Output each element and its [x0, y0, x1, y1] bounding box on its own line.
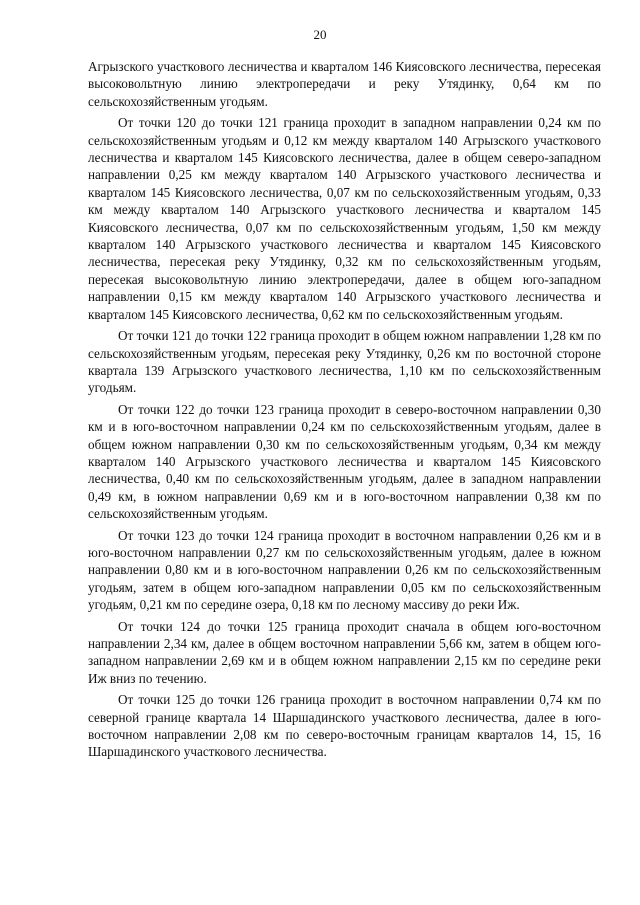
paragraph-point-124-125: От точки 124 до точки 125 граница проходит сначала в общем юго-восточном направлении 2,34 км, далее в общем восточном направлении 5,66 км, затем в общем юго-западном направлении 2,69 км и в общем южном направлении 2,15 км по середине реки Иж вниз по течению. — [88, 618, 601, 686]
paragraph-point-123-124: От точки 123 до точки 124 граница проходит в восточном направлении 0,26 км и в юго-восточном направлении 0,27 км по сельскохозяйственным угодьям, далее в южном направлении 0,80 км и в юго-восточном направлении 0,26 км по сельскохозяйственным угодьям, затем в общем юго-западном направлении 0,05 км по сельскохозяйственным угодьям, 0,21 км по середине озера, 0,18 км по лесному массиву до реки Иж. — [88, 527, 601, 613]
document-body — [88, 58, 601, 761]
page-number: 20 — [313, 27, 327, 42]
paragraph-point-120-121: От точки 120 до точки 121 граница проходит в западном направлении 0,24 км по сельскохозяйственным угодьям и 0,12 км между кварталом 140 Агрызского участкового лесничества и кварталом 145 Киясовского лесничества, далее в общем северо-западном направлении 0,25 км между кварталом 140 Агрызского участкового лесничества и кварталом 145 Киясовского лесничества, 0,07 км по сельскохозяйственным угодьям, 0,33 км между кварталом 140 Агрызского участкового лесничества и кварталом 145 Киясовского лесничества, 0,07 км по сельскохозяйственным угодьям, 1,50 км между кварталом 140 Агрызского участкового лесничества и кварталом 145 Киясовского лесничества, пересекая реку Утядинку, 0,32 км по сельскохозяйственным угодьям, пересекая высоковольтную линию электропередачи, далее в общем юго-западном направлении 0,15 км между кварталом 140 Агрызского участкового лесничества и кварталом 145 Киясовского лесничества, 0,62 км по сельскохозяйственным угодьям. — [88, 115, 601, 322]
paragraph-point-122-123: От точки 122 до точки 123 граница проходит в северо-восточном направлении 0,30 км и в юго-восточном направлении 0,24 км по сельскохозяйственным угодьям, далее в общем южном направлении 0,30 км по сельскохозяйственным угодьям, 0,34 км между кварталом 140 Агрызского участкового лесничества и кварталом 145 Киясовского лесничества, 0,40 км по сельскохозяйственным угодьям, далее в западном направлении 0,49 км, в южном направлении 0,69 км и в юго-восточном направлении 0,38 км по сельскохозяйственным угодьям. — [88, 401, 601, 522]
paragraph-point-121-122: От точки 121 до точки 122 граница проходит в общем южном направлении 1,28 км по сельскохозяйственным угодьям, пересекая реку Утядинку, 0,26 км по восточной стороне квартала 139 Агрызского участкового лесничества, 1,10 км по сельскохозяйственным угодьям. — [88, 328, 601, 396]
paragraph-point-125-126: От точки 125 до точки 126 граница проходит в восточном направлении 0,74 км по северной границе квартала 14 Шаршадинского участкового лесничества, далее в юго-восточном направлении 2,08 км по северо-восточным границам кварталов 14, 15, 16 Шаршадинского участкового лесничества. — [88, 692, 601, 760]
paragraph-continuation: Агрызского участкового лесничества и кварталом 146 Киясовского лесничества, пересекая высоковольтную линию электропередачи и реку Утядинку, 0,64 км по сельскохозяйственным угодьям. — [88, 59, 601, 109]
